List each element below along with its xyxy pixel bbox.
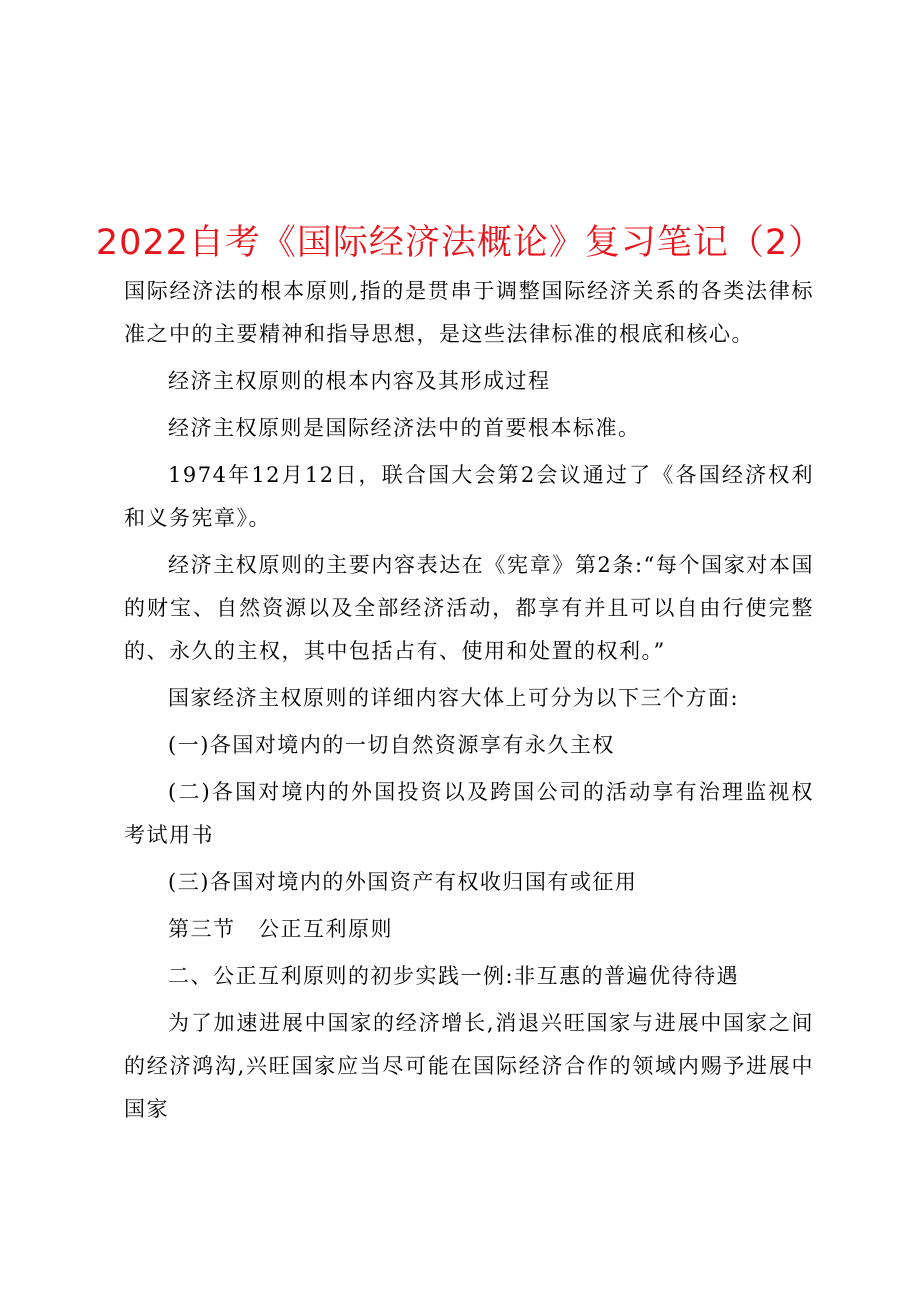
- paragraph-three-aspects: 国家经济主权原则的详细内容大体上可分为以下三个方面:: [168, 686, 740, 710]
- list-item-1: (一)各国对境内的一切自然资源享有永久主权: [168, 733, 615, 757]
- paragraph-intro: 国际经济法的根本原则,指的是贯串于调整国际经济关系的各类法律标准之中的主要精神和指导思想，是这些法律标准的根底和核心。: [124, 279, 814, 346]
- paragraph-charter-article: 经济主权原则的主要内容表达在《宪章》第2条:“每个国家对本国的财宝、自然资源以及全部经济活动，都享有并且可以自由行使完整的、永久的主权，其中包括占有、使用和处置的权利。”: [124, 553, 814, 663]
- paragraph-development-gap: 为了加速进展中国家的经济增长,消退兴旺国家与进展中国家之间的经济鸿沟,兴旺国家应当尽可能在国际经济合作的领域内赐予进展中国家: [124, 1011, 814, 1121]
- list-item-2: (二)各国对境内的外国投资以及跨国公司的活动享有治理监视权考试用书: [124, 780, 814, 847]
- section-heading: 第三节 公正互利原则: [168, 917, 393, 941]
- subsection-heading: 二、公正互利原则的初步实践一例:非互惠的普遍优待待遇: [168, 964, 740, 988]
- document-title: 2022自考《国际经济法概论》复习笔记（2）: [95, 223, 825, 264]
- document-body: [124, 270, 814, 1131]
- paragraph-charter-adoption: 1974年12月12日，联合国大会第2会议通过了《各国经济权利和义务宪章》。: [124, 463, 814, 530]
- paragraph-primary-principle: 经济主权原则是国际经济法中的首要根本标准。: [168, 416, 641, 440]
- paragraph-heading-sovereignty: 经济主权原则的根本内容及其形成过程: [168, 369, 551, 393]
- list-item-3: (三)各国对境内的外国资产有权收归国有或征用: [168, 870, 638, 894]
